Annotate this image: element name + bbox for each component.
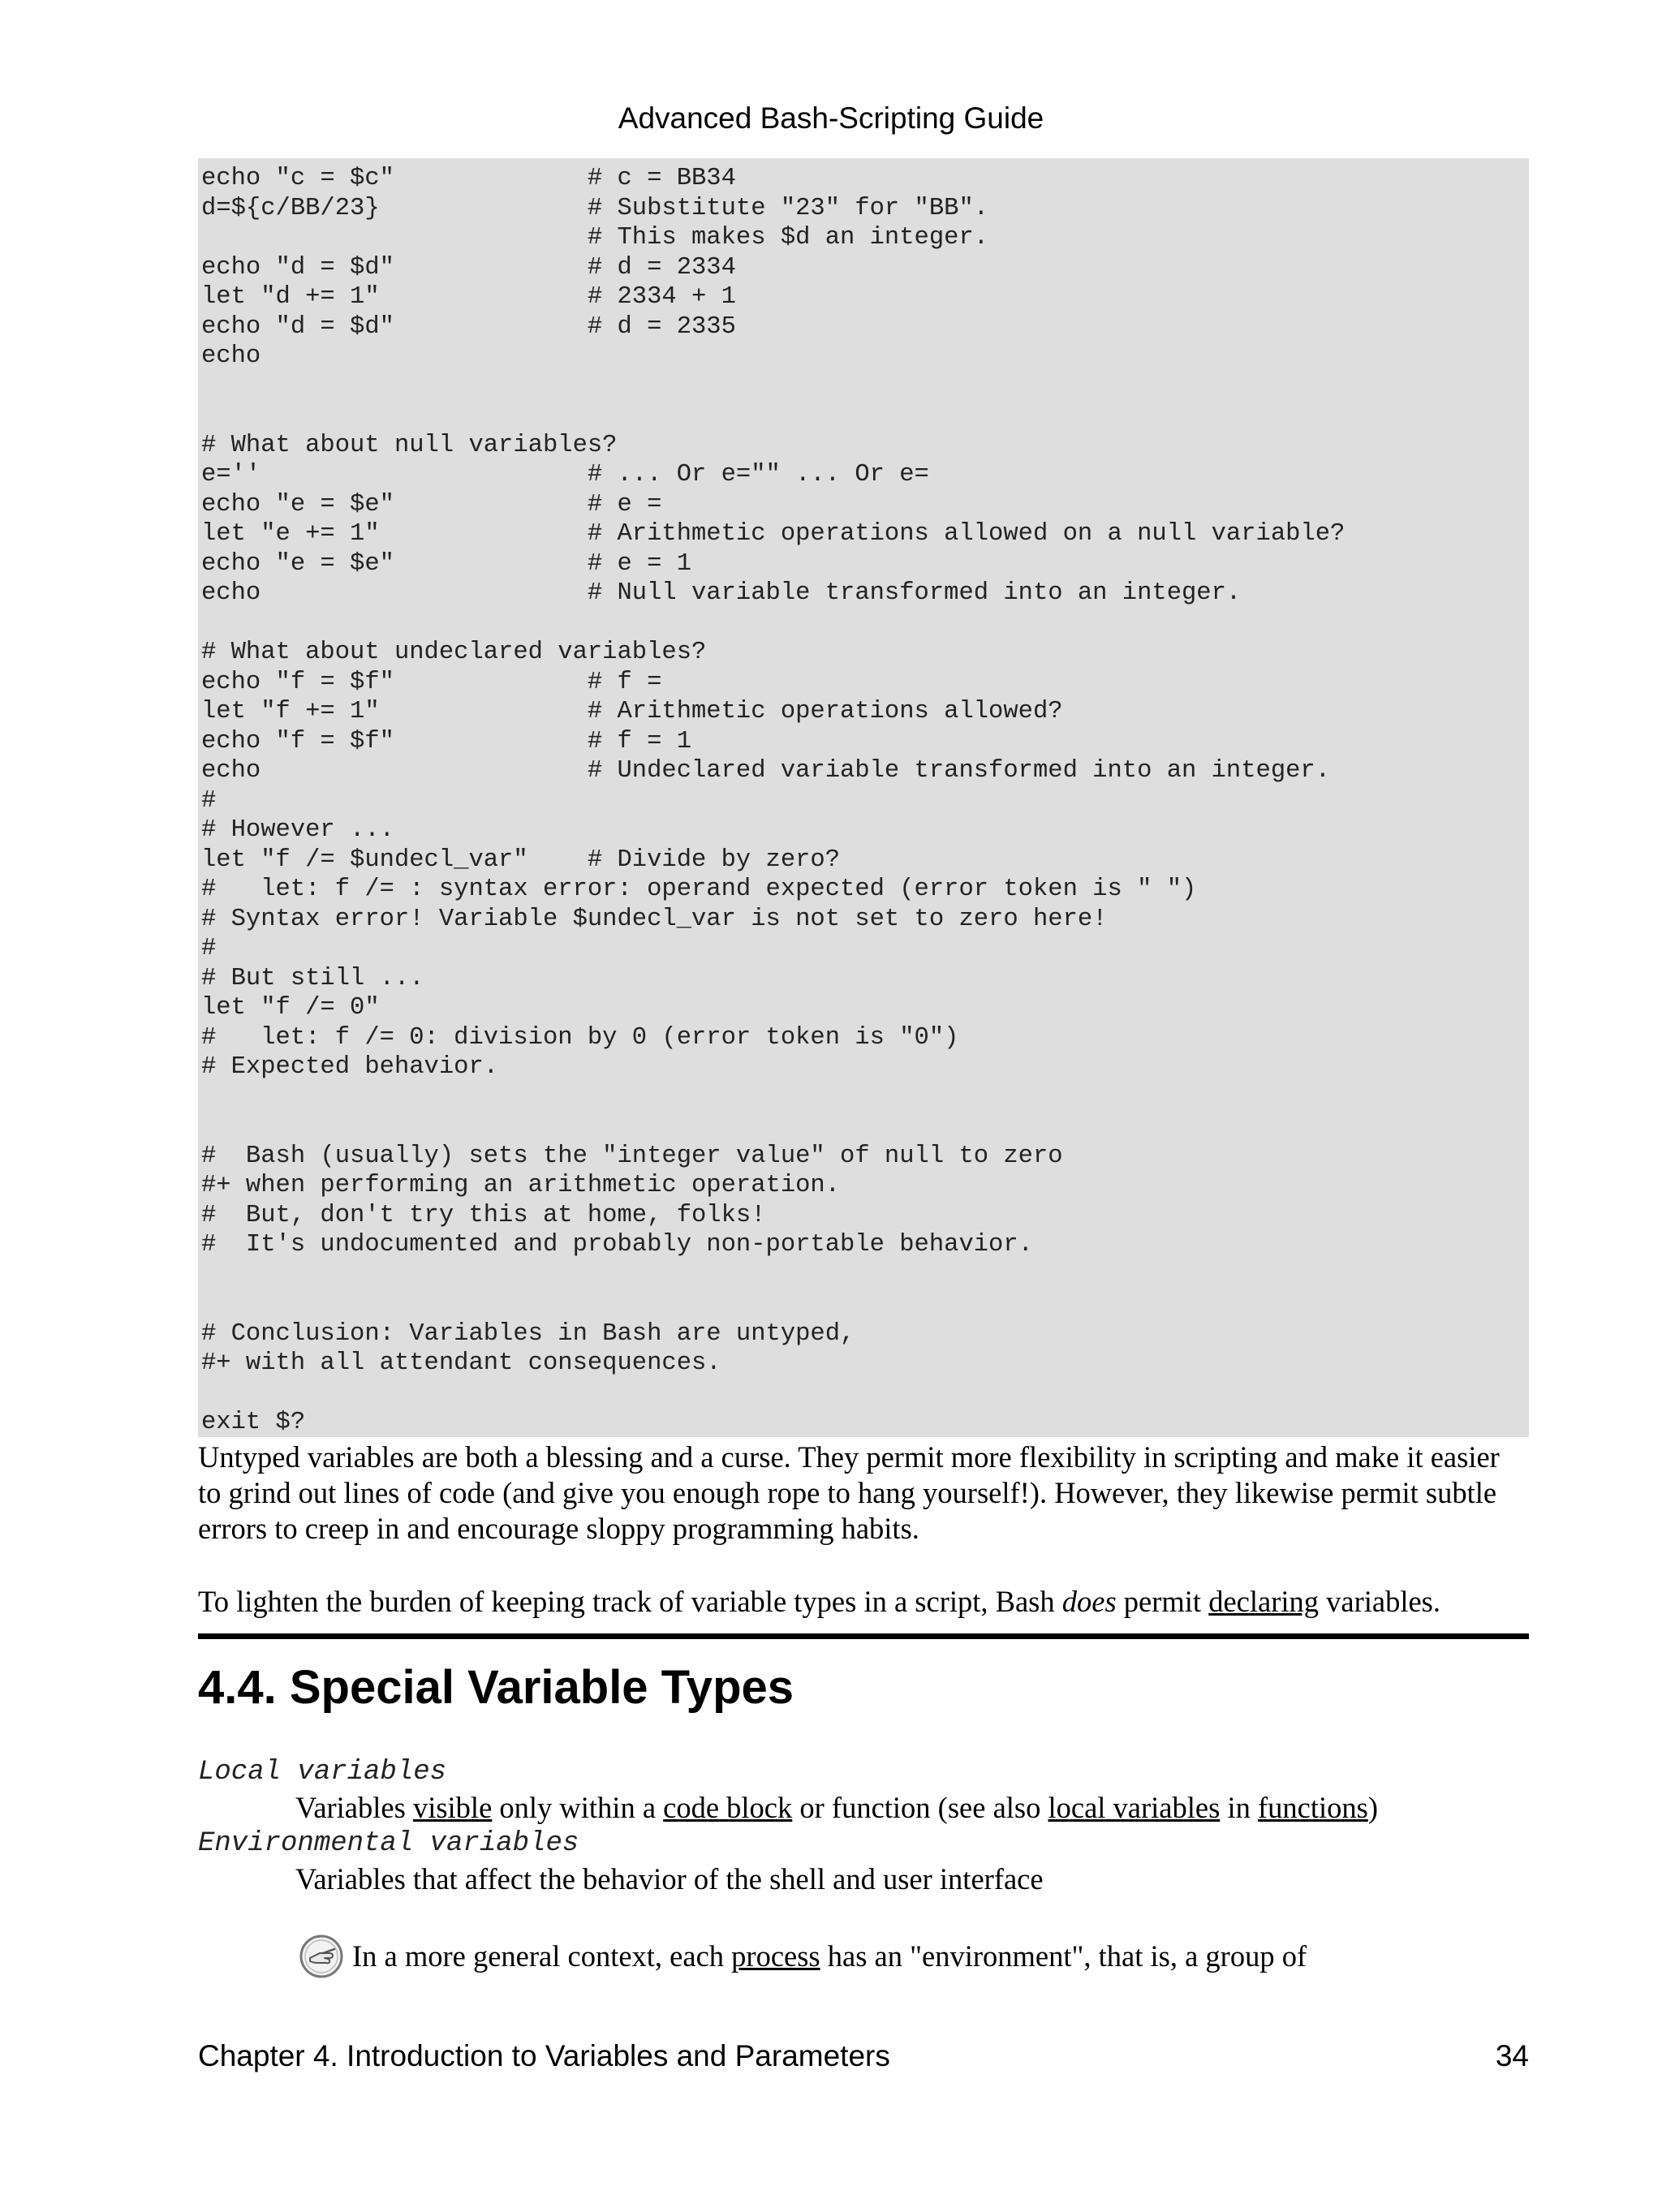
note-text-start: In a more general context, each <box>352 1939 732 1973</box>
definition-text <box>295 1790 1529 1826</box>
note-process-environment <box>299 1934 1307 1979</box>
paragraph-text <box>198 1584 1529 1620</box>
paragraph-text: Untyped variables are both a blessing and a curse. They permit more flexibility in scripting and make it easier to grind out lines of code (and give you enough rope to hang yourself!). However, they likewise permit subtle errors to creep in and encourage sloppy programming habits. <box>198 1440 1500 1545</box>
process-link[interactable]: process <box>731 1939 820 1973</box>
running-header: Advanced Bash-Scripting Guide <box>618 101 1044 135</box>
visible-link[interactable]: visible <box>412 1791 493 1824</box>
footer-page-number: 34 <box>1495 2039 1529 2072</box>
pointing-hand-note-icon <box>299 1934 344 1979</box>
section-divider <box>198 1633 1529 1639</box>
note-text <box>352 1939 1307 1974</box>
functions-link[interactable]: functions <box>1257 1791 1368 1824</box>
paragraph-text-start: To lighten the burden of keeping track of variable types in a script, Bash <box>198 1585 1062 1618</box>
def-text: or function (see also <box>792 1791 1048 1824</box>
code-listing <box>198 158 1529 1437</box>
definition-text: Variables that affect the behavior of the shell and user interface <box>295 1862 1044 1896</box>
emphasis-does: does <box>1061 1585 1117 1618</box>
code-text: echo "c = $c" # c = BB34 d=${c/BB/23} # Substitute "23" for "BB". # This makes $d an integer. echo "d = $d" # d = 2334 let "d += 1" # 2334 + 1 echo "d = $d" # d = 2335 echo # What about null variables? e='' # ... Or e="" ... Or e= echo "e = $e" # e = let "e += 1" # Arithmetic operations allowed on a null variable? echo "e = $e" # e = 1 echo # Null variable transformed into an integer. # What about undeclared variables? echo "f = $f" # f = let "f += 1" # Arithmetic operations allowed? echo "f = $f" # f = 1 echo # Undeclared variable transformed into an integer. # # However ... let "f /= $undecl_var" # Divide by zero? # let: f /= : syntax error: operand expected (error token is " ") # Syntax error! Variable $undecl_var is not set to zero here! # # But still ... let "f /= 0" # let: f /= 0: division by 0 (error token is "0") # Expected behavior. # Bash (usually) sets the "integer value" of null to zero #+ when performing an arithmetic operation. # But, don't try this at home, folks! # It's undocumented and probably non-portable behavior. # Conclusion: Variables in Bash are untyped, #+ with all attendant consequences. exit $? <box>201 165 1346 1436</box>
paragraph-untyped-variables <box>198 1440 1529 1547</box>
note-text-end: has an "environment", that is, a group of <box>820 1939 1307 1973</box>
def-text: only within a <box>492 1791 664 1824</box>
declaring-link[interactable]: declaring <box>1208 1585 1319 1618</box>
def-text: Variables <box>295 1791 413 1824</box>
paragraph-text-middle: permit <box>1116 1585 1209 1618</box>
code-block-link[interactable]: code block <box>663 1791 793 1824</box>
local-variables-link[interactable]: local variables <box>1048 1791 1221 1824</box>
footer-chapter-title: Chapter 4. Introduction to Variables and Parameters <box>198 2039 890 2072</box>
definition-environmental-variables <box>198 1826 1529 1897</box>
term-local-variables: Local variables <box>198 1757 447 1788</box>
paragraph-declaring <box>198 1584 1529 1620</box>
def-text: in <box>1220 1791 1258 1824</box>
term-environmental-variables: Environmental variables <box>198 1828 579 1859</box>
definition-local-variables <box>198 1754 1529 1826</box>
def-text: ) <box>1367 1791 1378 1824</box>
section-title: 4.4. Special Variable Types <box>198 1661 794 1714</box>
paragraph-text-end: variables. <box>1319 1585 1440 1618</box>
